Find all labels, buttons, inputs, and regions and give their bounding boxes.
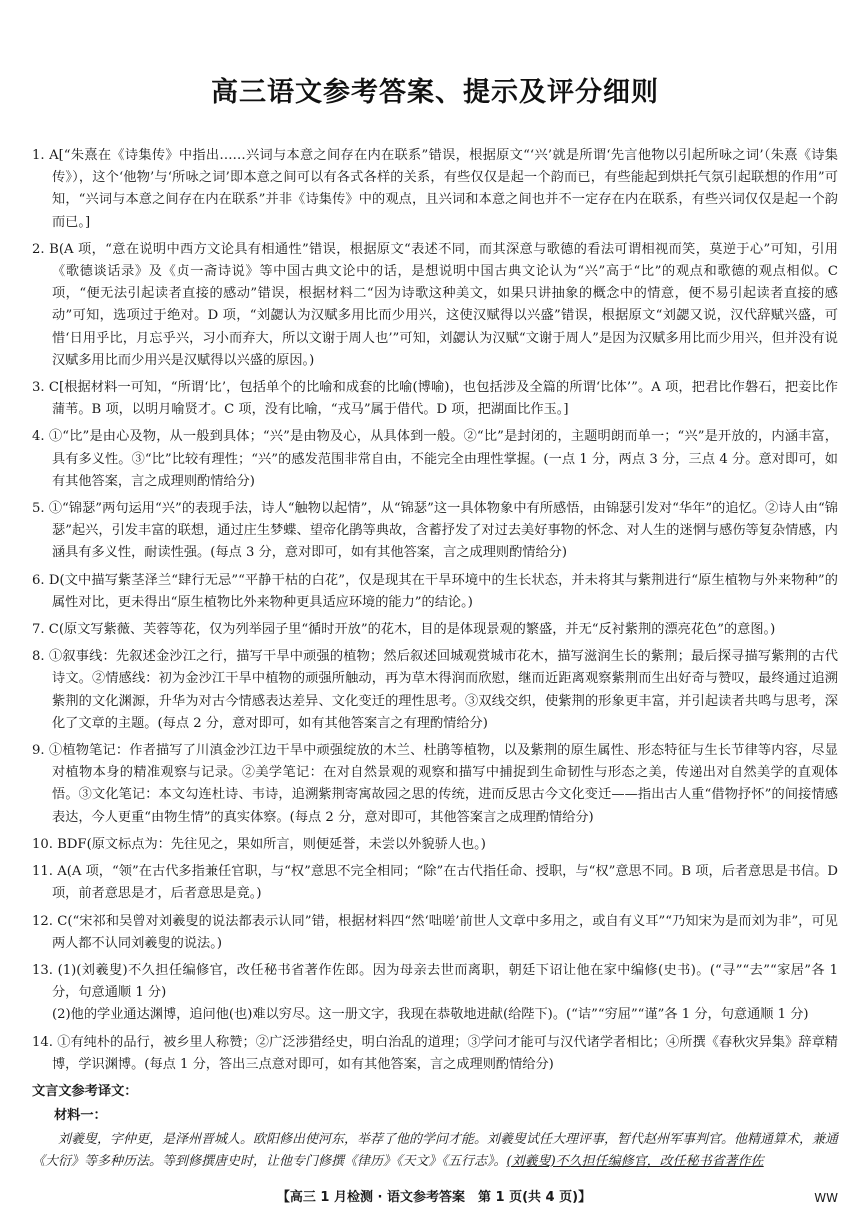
answer-item-11: 11. A(A 项，“领”在古代多指兼任官职，与“权”意思不完全相同；“除”在古代指任命、授职，与“权”意思不同。B 项，后者意思是书信。D 项，前者意思是才，后者意思是竟。) [32, 864, 838, 902]
answer-item-10: 10. BDF(原文标点为：先往见之，果如所言，则便延誉，未尝以外貌骄人也。) [32, 836, 486, 852]
answer-item-13 [32, 960, 838, 1004]
page-title: 高三语文参考答案、提示及评分细则 [211, 77, 659, 108]
translation-text [32, 1129, 838, 1173]
answer-item-5: 5. ①“锦瑟”两句运用“兴”的表现手法，诗人“触物以起情”，从“锦瑟”这一具体物象中有所感悟，由锦瑟引发对“华年”的追忆。②诗人由“锦瑟”起兴，引发丰富的联想，通过庄生梦蝶、望帝化鹃等典故，含蓄抒发了对过去美好事物的怀念、对人生的迷惘与感伤等复杂情感，内涵具有多义性，耐读性强。(每点 3 分，意对即可，如有其他答案，言之成理则酌情给分) [32, 501, 838, 561]
answer-item-14: 14. ①有纯朴的品行，被乡里人称赞；②广泛涉猎经史，明白治乱的道理；③学问才能可与汉代诸学者相比；④所撰《春秋灾异集》辞章精博，学识渊博。(每点 1 分，答出三点意对即可，如有其他答案，言之成理则酌情给分) [32, 1034, 838, 1072]
material-one-label: 材料一： [54, 1107, 107, 1123]
answer-13-part-2: (2)他的学业通达渊博，追问他(也)难以穷尽。这一册文字，我现在恭敬地进献(给陛下)。(“诘”“穷屈”“谨”各 1 分，句意通顺 1 分) [52, 1007, 809, 1023]
page-footer: 【高三 1 月检测 · 语文参考答案 第 1 页(共 4 页)】 [276, 1190, 592, 1205]
answer-list [32, 145, 838, 1076]
translation-text-underlined: (刘羲叟)不久担任编修官，改任秘书省著作佐 [506, 1153, 764, 1169]
answer-item-4: 4. ①“比”是由心及物，从一般到具体；“兴”是由物及心，从具体到一般。②“比”是封闭的，主题明朗而单一；“兴”是开放的，内涵丰富，具有多义性。③“比”比较有理性；“兴”的感发范围非常自由，不能完全由理性掌握。(一点 1 分，两点 3 分，三点 4 分。意对即可，如有其他答案，言之成理则酌情给分) [32, 429, 838, 489]
answer-item-3: 3. C[根据材料一可知，“所谓‘比’，包括单个的比喻和成套的比喻(博喻)，也包括涉及全篇的所谓‘比体’”。A 项，把君比作磐石，把妾比作蒲苇。B 项，以明月喻贤才。C 项，没有比喻，“戎马”属于借代。D 项，把湖面比作玉。] [32, 380, 838, 418]
answer-item-12: 12. C(“宋祁和吴曾对刘羲叟的说法都表示认同”错，根据材料四“然‘咄嗟’前世人文章中多用之，或自有义耳”“乃知宋为是而刘为非”，可见两人都不认同刘羲叟的说法。) [32, 913, 838, 951]
answer-item-6: 6. D(文中描写紫茎泽兰“肆行无忌”“平静干枯的白花”，仅是现其在干旱环境中的生长状态，并未将其与紫荆进行“原生植物与外来物种”的属性对比，更未得出“原生植物比外来物种更具适应环境的能力”的结论。) [32, 572, 838, 610]
answer-13-part-1: 13. (1)(刘羲叟)不久担任编修官，改任秘书省著作佐郎。因为母亲去世而离职，朝廷下诏让他在家中编修(史书)。(“寻”“去”“家居”各 1 分，句意通顺 1 分) [32, 962, 838, 1001]
translation-heading: 文言文参考译文： [32, 1083, 138, 1099]
answer-item-7: 7. C(原文写紫薇、芙蓉等花，仅为列举园子里“循时开放”的花木，目的是体现景观的繁盛，并无“反衬紫荆的漂亮花色”的意图。) [32, 622, 776, 638]
answer-item-1: 1. A[“朱熹在《诗集传》中指出……兴词与本意之间存在内在联系”错误，根据原文“‘兴’就是所谓‘先言他物以引起所咏之词’（朱熹《诗集传》），这个‘他物’与‘所咏之词’即本意之间可以有各式各样的关系，有些仅仅是起一个韵而已，有些能起到烘托气氛引起联想的作用”可知，“兴词与本意之间存在内在联系”并非《诗集传》中的观点，且兴词和本意之间也并不一定存在内在联系，有些兴词仅仅是起一个韵而已。] [32, 148, 838, 230]
footer-code: WW [814, 1191, 838, 1205]
answer-item-9: 9. ①植物笔记：作者描写了川滇金沙江边干旱中顽强绽放的木兰、杜鹃等植物，以及紫荆的原生属性、形态特征与生长节律等内容，尽显对植物本身的精准观察与记录。②美学笔记：在对自然景观的观察和描写中捕捉到生命韧性与形态之美，传递出对自然美学的直观体悟。③文化笔记：本文勾连杜诗、韦诗，追溯紫荆寄寓故园之思的传统，进而反思古今文化变迁——指出古人重“借物抒怀”的间接情感表达，今人更重“由物生情”的真实体察。(每点 2 分，意对即可，其他答案言之成理酌情给分) [32, 743, 838, 825]
translation-text-plain: 刘羲叟，字仲更，是泽州晋城人。欧阳修出使河东，举荐了他的学问才能。刘羲叟试任大理评事，暂代赵州军事判官。他精通算术，兼通《大衍》等多种历法。等到修撰唐史时，让他专门修撰《律历》《天文》《五行志》。 [32, 1131, 839, 1169]
answer-item-2: 2. B(A 项，“意在说明中西方文论具有相通性”错误，根据原文“表述不同，而其深意与歌德的看法可谓相视而笑，莫逆于心”可知，引用《歌德谈话录》及《贞一斋诗说》等中国古典文论中的话，是想说明中国古典文论认为“兴”高于“比”的观点和歌德的观点相似。C 项，“便无法引起读者直接的感动”错误，根据材料二“因为诗歌这种美文，如果只讲抽象的概念中的情意，便不易引起读者直接的感动”可知，选项过于绝对。D 项，“刘勰认为汉赋多用比而少用兴，这使汉赋得以兴盛”错误，根据原文“刘勰又说，汉代辞赋兴盛，可惜‘日用乎比，月忘乎兴，习小而弃大，所以文谢于周人也’”可知，刘勰认为汉赋“文谢于周人”是因为汉赋多用比而少用兴，但并没有说汉赋多用比而少用兴是汉赋得以兴盛的原因。) [32, 241, 838, 368]
answer-item-8: 8. ①叙事线：先叙述金沙江之行，描写干旱中顽强的植物；然后叙述回城观赏城市花木，描写滋润生长的紫荆；最后探寻描写紫荆的古代诗文。②情感线：初为金沙江干旱中植物的顽强所触动，再为草木得润而欣慰，继而近距离观察紫荆而生出好奇与赞叹，最终通过追溯紫荆的文化渊源，升华为对古今情感表达差异、文化变迁的理性思考。③双线交织，使紫荆的形象更丰富，并引起读者共鸣与思考，深化了文章的主题。(每点 2 分，意对即可，如有其他答案言之有理酌情给分) [32, 649, 838, 731]
